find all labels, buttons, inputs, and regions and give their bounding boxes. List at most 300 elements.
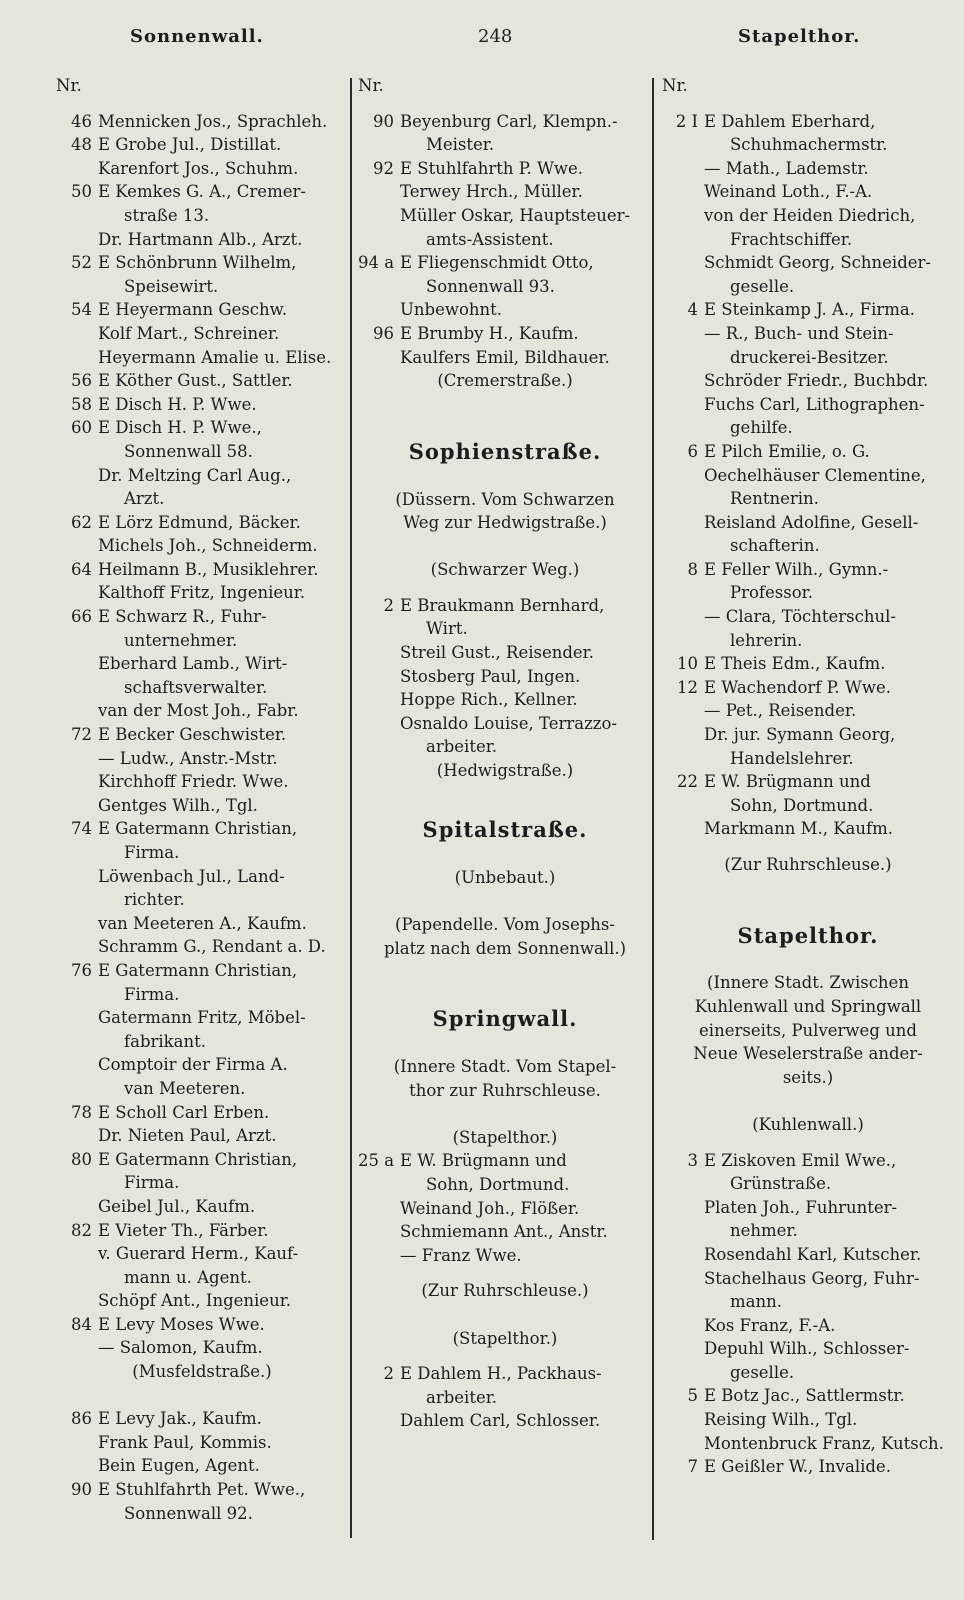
directory-entry bbox=[56, 298, 348, 322]
house-number: 6 bbox=[687, 441, 698, 461]
entry-text: E Lörz Edmund, Bäcker. bbox=[98, 512, 301, 532]
house-number: 86 bbox=[71, 1409, 92, 1429]
house-number: 56 bbox=[71, 371, 92, 391]
entry-text: Grünstraße. bbox=[730, 1174, 832, 1194]
directory-entry bbox=[358, 1173, 652, 1197]
section-note: (Innere Stadt. Zwischen bbox=[707, 973, 909, 993]
directory-entry bbox=[56, 534, 348, 558]
directory-entry bbox=[56, 1101, 348, 1125]
entry-text: Schröder Friedr., Buchbdr. bbox=[704, 371, 929, 391]
directory-entry bbox=[56, 110, 348, 134]
house-number: 3 bbox=[687, 1150, 698, 1170]
column-divider bbox=[652, 78, 654, 1540]
directory-entry bbox=[56, 983, 348, 1007]
house-number: 90 bbox=[373, 111, 394, 131]
entry-text: Löwenbach Jul., Land- bbox=[98, 866, 285, 886]
entry-text: E Pilch Emilie, o. G. bbox=[704, 441, 870, 461]
entry-text: E Stuhlfahrth Pet. Wwe., bbox=[98, 1480, 306, 1500]
directory-entry bbox=[662, 1267, 954, 1291]
directory-entry bbox=[56, 1006, 348, 1030]
directory-entry bbox=[662, 416, 954, 440]
entry-text: von der Heiden Diedrich, bbox=[704, 205, 916, 225]
entry-text: E Braukmann Bernhard, bbox=[400, 595, 605, 615]
entry-text: Reising Wilh., Tgl. bbox=[704, 1410, 858, 1430]
directory-entry bbox=[56, 1289, 348, 1313]
directory-entry bbox=[56, 251, 348, 275]
entry-text: schaftsverwalter. bbox=[124, 677, 268, 697]
directory-entry bbox=[662, 487, 954, 511]
section-note: (Stapelthor.) bbox=[452, 1328, 558, 1348]
entry-text: E Theis Edm., Kaufm. bbox=[704, 654, 886, 674]
directory-entry bbox=[358, 735, 652, 759]
entry-text: Sonnenwall 93. bbox=[426, 276, 555, 296]
directory-entry bbox=[56, 180, 348, 204]
house-number: 92 bbox=[373, 158, 394, 178]
directory-entry bbox=[358, 228, 652, 252]
entry-text: Montenbruck Franz, Kutsch. bbox=[704, 1433, 944, 1453]
nr-label: Nr. bbox=[56, 76, 82, 95]
house-number: 76 bbox=[71, 960, 92, 980]
house-number: 5 bbox=[687, 1386, 698, 1406]
entry-text: — Franz Wwe. bbox=[400, 1245, 522, 1265]
entry-text: E Wachendorf P. Wwe. bbox=[704, 677, 891, 697]
directory-entry bbox=[662, 1337, 954, 1361]
entry-text: nehmer. bbox=[730, 1221, 798, 1241]
directory-entry bbox=[662, 393, 954, 417]
street-heading: Spitalstraße. bbox=[422, 817, 588, 843]
page-header bbox=[0, 26, 964, 56]
directory-entry bbox=[56, 794, 348, 818]
entry-text: fabrikant. bbox=[124, 1031, 207, 1051]
directory-entry bbox=[56, 1195, 348, 1219]
entry-text: Sonnenwall 58. bbox=[124, 441, 253, 461]
entry-text: geselle. bbox=[730, 1362, 795, 1382]
house-number: 46 bbox=[71, 111, 92, 131]
directory-entry bbox=[56, 464, 348, 488]
directory-entry bbox=[56, 1242, 348, 1266]
directory-entry bbox=[662, 511, 954, 535]
directory-entry bbox=[358, 133, 652, 157]
section-note: (Hedwigstraße.) bbox=[436, 761, 574, 781]
entry-text: E Becker Geschwister. bbox=[98, 725, 287, 745]
entry-text: Streil Gust., Reisender. bbox=[400, 643, 594, 663]
entry-text: E Steinkamp J. A., Firma. bbox=[704, 300, 915, 320]
entry-text: Müller Oskar, Hauptsteuer- bbox=[400, 205, 631, 225]
house-number: 96 bbox=[373, 323, 394, 343]
entry-text: Stachelhaus Georg, Fuhr- bbox=[704, 1268, 920, 1288]
entry-text: geselle. bbox=[730, 276, 795, 296]
entry-text: Osnaldo Louise, Terrazzo- bbox=[400, 713, 617, 733]
directory-entry bbox=[56, 747, 348, 771]
section-note: (Schwarzer Weg.) bbox=[430, 560, 580, 580]
directory-entry bbox=[662, 275, 954, 299]
entry-text: druckerei-Besitzer. bbox=[730, 347, 889, 367]
entry-text: E Köther Gust., Sattler. bbox=[98, 371, 293, 391]
entry-text: Schmidt Georg, Schneider- bbox=[704, 253, 931, 273]
house-number: 82 bbox=[71, 1220, 92, 1240]
directory-entry bbox=[358, 1362, 652, 1386]
directory-entry bbox=[662, 747, 954, 771]
directory-entry bbox=[662, 133, 954, 157]
directory-entry bbox=[56, 393, 348, 417]
directory-entry bbox=[662, 817, 954, 841]
entry-text: Oechelhäuser Clementine, bbox=[704, 465, 926, 485]
entry-text: E Gatermann Christian, bbox=[98, 960, 298, 980]
section-note: (Innere Stadt. Vom Stapel- bbox=[393, 1056, 617, 1076]
entry-text: Unbewohnt. bbox=[400, 300, 503, 320]
directory-entry bbox=[662, 723, 954, 747]
directory-entry bbox=[358, 180, 652, 204]
entry-text: — Math., Lademstr. bbox=[704, 158, 869, 178]
entry-text: gehilfe. bbox=[730, 418, 793, 438]
directory-entry bbox=[56, 629, 348, 653]
entry-text: Arzt. bbox=[124, 489, 165, 509]
entry-text: E Schönbrunn Wilhelm, bbox=[98, 253, 297, 273]
directory-entry bbox=[56, 935, 348, 959]
house-number: 48 bbox=[71, 135, 92, 155]
directory-entry bbox=[358, 110, 652, 134]
directory-entry bbox=[662, 204, 954, 228]
directory-entry bbox=[56, 511, 348, 535]
directory-entry bbox=[358, 712, 652, 736]
entry-text: Professor. bbox=[730, 583, 813, 603]
directory-entry bbox=[56, 346, 348, 370]
directory-entry bbox=[56, 1502, 348, 1526]
entry-text: E Fliegenschmidt Otto, bbox=[400, 253, 594, 273]
house-number: 58 bbox=[71, 394, 92, 414]
entry-text: lehrerin. bbox=[730, 630, 803, 650]
house-number: 66 bbox=[71, 607, 92, 627]
house-number: 52 bbox=[71, 253, 92, 273]
entry-text: E W. Brügmann und bbox=[400, 1151, 567, 1171]
entry-text: Bein Eugen, Agent. bbox=[98, 1456, 260, 1476]
entry-text: Geibel Jul., Kaufm. bbox=[98, 1196, 256, 1216]
directory-entry bbox=[56, 912, 348, 936]
entry-text: Kalthoff Fritz, Ingenieur. bbox=[98, 583, 306, 603]
column-3 bbox=[662, 74, 954, 1479]
directory-entry bbox=[56, 652, 348, 676]
directory-entry bbox=[56, 888, 348, 912]
house-number: 4 bbox=[687, 300, 698, 320]
house-number: 72 bbox=[71, 725, 92, 745]
section-note: (Stapelthor.) bbox=[452, 1127, 558, 1147]
directory-entry bbox=[662, 676, 954, 700]
directory-entry bbox=[56, 1053, 348, 1077]
entry-text: Kirchhoff Friedr. Wwe. bbox=[98, 772, 289, 792]
entry-text: Schmiemann Ant., Anstr. bbox=[400, 1222, 608, 1242]
section-note: Kuhlenwall und Springwall bbox=[694, 996, 922, 1016]
entry-text: Michels Joh., Schneiderm. bbox=[98, 536, 318, 556]
section-note: Weg zur Hedwigstraße.) bbox=[403, 513, 607, 533]
house-number: 50 bbox=[71, 182, 92, 202]
directory-entry bbox=[662, 605, 954, 629]
entry-text: Platen Joh., Fuhrunter- bbox=[704, 1197, 898, 1217]
directory-entry bbox=[358, 594, 652, 618]
entry-text: Gatermann Fritz, Möbel- bbox=[98, 1008, 306, 1028]
directory-entry bbox=[358, 641, 652, 665]
nr-label: Nr. bbox=[358, 76, 384, 95]
house-number: 12 bbox=[677, 677, 698, 697]
entry-text: van der Most Joh., Fabr. bbox=[98, 701, 299, 721]
house-number: 64 bbox=[71, 559, 92, 579]
directory-entry bbox=[358, 346, 652, 370]
entry-text: E Dahlem Eberhard, bbox=[704, 111, 876, 131]
entry-text: E Heyermann Geschw. bbox=[98, 300, 288, 320]
street-heading: Springwall. bbox=[432, 1006, 578, 1032]
entry-text: Depuhl Wilh., Schlosser- bbox=[704, 1339, 910, 1359]
section-note: (Zur Ruhrschleuse.) bbox=[421, 1281, 589, 1301]
directory-entry bbox=[662, 1432, 954, 1456]
directory-entry bbox=[56, 440, 348, 464]
entry-text: Dr. Hartmann Alb., Arzt. bbox=[98, 229, 303, 249]
directory-entry bbox=[358, 275, 652, 299]
entry-text: Sonnenwall 92. bbox=[124, 1503, 253, 1523]
directory-entry bbox=[56, 157, 348, 181]
directory-entry bbox=[358, 1149, 652, 1173]
directory-entry bbox=[358, 1244, 652, 1268]
entry-text: Dahlem Carl, Schlosser. bbox=[400, 1411, 601, 1431]
entry-text: Kos Franz, F.-A. bbox=[704, 1315, 836, 1335]
directory-entry bbox=[662, 1219, 954, 1243]
entry-text: Fuchs Carl, Lithographen- bbox=[704, 394, 925, 414]
directory-entry bbox=[662, 629, 954, 653]
entry-text: E Schwarz R., Fuhr- bbox=[98, 607, 267, 627]
entry-text: E Stuhlfahrth P. Wwe. bbox=[400, 158, 584, 178]
directory-entry bbox=[358, 298, 652, 322]
entry-text: Mennicken Jos., Sprachleh. bbox=[98, 111, 328, 131]
directory-entry bbox=[662, 1314, 954, 1338]
directory-entry bbox=[662, 1455, 954, 1479]
directory-entry bbox=[56, 723, 348, 747]
entry-text: Reisland Adolfine, Gesell- bbox=[704, 512, 919, 532]
entry-text: Kolf Mart., Schreiner. bbox=[98, 323, 280, 343]
directory-entry bbox=[56, 1219, 348, 1243]
column-divider bbox=[350, 78, 352, 1538]
entry-text: E Disch H. P. Wwe., bbox=[98, 418, 262, 438]
entry-text: E Grobe Jul., Distillat. bbox=[98, 135, 282, 155]
directory-entry bbox=[56, 676, 348, 700]
directory-entry bbox=[56, 1266, 348, 1290]
directory-entry bbox=[56, 558, 348, 582]
entry-text: van Meeteren A., Kaufm. bbox=[98, 913, 307, 933]
header-left-street: Sonnenwall. bbox=[130, 26, 264, 47]
entry-text: E Disch H. P. Wwe. bbox=[98, 394, 257, 414]
directory-entry bbox=[662, 1149, 954, 1173]
directory-entry bbox=[56, 1030, 348, 1054]
house-number: 7 bbox=[687, 1457, 698, 1477]
column-1 bbox=[56, 74, 348, 1525]
directory-entry bbox=[56, 228, 348, 252]
directory-entry bbox=[56, 204, 348, 228]
directory-entry bbox=[662, 346, 954, 370]
entry-text: E Ziskoven Emil Wwe., bbox=[704, 1150, 897, 1170]
directory-entry bbox=[662, 558, 954, 582]
entry-text: Heilmann B., Musiklehrer. bbox=[98, 559, 319, 579]
directory-entry bbox=[662, 228, 954, 252]
directory-entry bbox=[358, 688, 652, 712]
directory-entry bbox=[662, 1172, 954, 1196]
house-number: 25 a bbox=[358, 1151, 395, 1171]
header-right-street: Stapelthor. bbox=[738, 26, 861, 47]
entry-text: schafterin. bbox=[730, 536, 820, 556]
directory-entry bbox=[56, 1478, 348, 1502]
house-number: 84 bbox=[71, 1314, 92, 1334]
entry-text: Firma. bbox=[124, 1173, 180, 1193]
entry-text: Beyenburg Carl, Klempn.- bbox=[400, 111, 618, 131]
directory-entry bbox=[662, 770, 954, 794]
directory-entry bbox=[56, 1148, 348, 1172]
entry-text: arbeiter. bbox=[426, 1387, 498, 1407]
entry-text: Eberhard Lamb., Wirt- bbox=[98, 654, 288, 674]
directory-entry bbox=[662, 369, 954, 393]
entry-text: unternehmer. bbox=[124, 630, 238, 650]
entry-text: Firma. bbox=[124, 843, 180, 862]
house-number: 74 bbox=[71, 819, 92, 839]
house-number: 2 I bbox=[675, 111, 698, 131]
directory-entry bbox=[56, 841, 348, 865]
entry-text: E Gatermann Christian, bbox=[98, 819, 298, 839]
directory-entry bbox=[662, 652, 954, 676]
section-note: (Papendelle. Vom Josephs- bbox=[395, 915, 615, 934]
page-number: 248 bbox=[478, 26, 513, 47]
entry-text: arbeiter. bbox=[426, 737, 498, 757]
column-2 bbox=[358, 74, 652, 1433]
directory-entry bbox=[56, 605, 348, 629]
entry-text: straße 13. bbox=[124, 205, 210, 225]
directory-entry bbox=[662, 110, 954, 134]
entry-text: Meister. bbox=[426, 135, 495, 155]
house-number: 62 bbox=[71, 512, 92, 532]
directory-entry bbox=[56, 369, 348, 393]
directory-entry bbox=[662, 581, 954, 605]
entry-text: Speisewirt. bbox=[124, 276, 219, 296]
entry-text: Dr. jur. Symann Georg, bbox=[704, 725, 896, 745]
directory-entry bbox=[56, 1431, 348, 1455]
directory-entry bbox=[662, 1408, 954, 1432]
directory-entry bbox=[358, 1386, 652, 1410]
directory-entry bbox=[662, 322, 954, 346]
entry-text: Kaulfers Emil, Bildhauer. bbox=[400, 347, 610, 367]
entry-text: Sohn, Dortmund. bbox=[730, 795, 874, 815]
house-number: 2 bbox=[383, 595, 394, 615]
entry-text: Sohn, Dortmund. bbox=[426, 1174, 570, 1194]
entry-text: Rentnerin. bbox=[730, 489, 819, 509]
entry-text: — R., Buch- und Stein- bbox=[704, 323, 894, 343]
entry-text: Terwey Hrch., Müller. bbox=[400, 182, 583, 202]
entry-text: amts-Assistent. bbox=[426, 229, 554, 249]
street-heading: Sophienstraße. bbox=[408, 438, 602, 464]
house-number: 8 bbox=[687, 559, 698, 579]
directory-entry bbox=[662, 1196, 954, 1220]
nr-label: Nr. bbox=[662, 76, 688, 95]
directory-entry bbox=[358, 617, 652, 641]
section-note: (Kuhlenwall.) bbox=[752, 1114, 864, 1134]
section-note: Neue Weselerstraße ander- bbox=[693, 1044, 923, 1064]
entry-text: E Vieter Th., Färber. bbox=[98, 1220, 269, 1240]
directory-entry bbox=[662, 440, 954, 464]
entry-text: Wirt. bbox=[426, 619, 468, 639]
house-number: 80 bbox=[71, 1149, 92, 1169]
directory-entry bbox=[56, 817, 348, 841]
directory-entry bbox=[56, 1077, 348, 1101]
entry-text: E Botz Jac., Sattlermstr. bbox=[704, 1386, 905, 1406]
entry-text: mann u. Agent. bbox=[124, 1267, 252, 1287]
directory-entry bbox=[662, 251, 954, 275]
entry-text: E Feller Wilh., Gymn.- bbox=[704, 559, 889, 579]
entry-text: Weinand Loth., F.-A. bbox=[704, 182, 873, 202]
directory-entry bbox=[662, 298, 954, 322]
entry-text: Rosendahl Karl, Kutscher. bbox=[704, 1244, 922, 1264]
directory-entry bbox=[662, 180, 954, 204]
directory-entry bbox=[56, 133, 348, 157]
street-heading: Stapelthor. bbox=[737, 922, 879, 948]
directory-entry bbox=[56, 1313, 348, 1337]
entry-text: Weinand Joh., Flößer. bbox=[400, 1198, 580, 1218]
directory-entry bbox=[56, 1454, 348, 1478]
section-note: (Cremerstraße.) bbox=[437, 371, 573, 391]
entry-text: E Dahlem H., Packhaus- bbox=[400, 1364, 602, 1384]
directory-entry bbox=[56, 770, 348, 794]
house-number: 10 bbox=[677, 654, 698, 674]
entry-text: Firma. bbox=[124, 984, 180, 1004]
directory-entry bbox=[56, 581, 348, 605]
entry-text: Schuhmachermstr. bbox=[730, 135, 888, 155]
directory-entry bbox=[662, 464, 954, 488]
directory-entry bbox=[358, 1409, 652, 1433]
directory-entry bbox=[662, 1243, 954, 1267]
entry-text: Schramm G., Rendant a. D. bbox=[98, 937, 326, 957]
entry-text: E W. Brügmann und bbox=[704, 772, 871, 792]
entry-text: v. Guerard Herm., Kauf- bbox=[98, 1244, 299, 1264]
directory-entry bbox=[56, 1336, 348, 1360]
house-number: 78 bbox=[71, 1102, 92, 1122]
house-number: 60 bbox=[71, 418, 92, 438]
directory-entry bbox=[662, 534, 954, 558]
house-number: 22 bbox=[677, 772, 698, 792]
section-note: (Düssern. Vom Schwarzen bbox=[395, 489, 615, 509]
house-number: 54 bbox=[71, 300, 92, 320]
entry-text: Gentges Wilh., Tgl. bbox=[98, 795, 258, 815]
section-note: einerseits, Pulverweg und bbox=[699, 1020, 917, 1040]
entry-text: Handelslehrer. bbox=[730, 748, 854, 768]
entry-text: — Clara, Töchterschul- bbox=[704, 607, 896, 627]
entry-text: Karenfort Jos., Schuhm. bbox=[98, 158, 299, 178]
entry-text: Schöpf Ant., Ingenieur. bbox=[98, 1291, 292, 1311]
directory-entry bbox=[662, 794, 954, 818]
entry-text: E Levy Moses Wwe. bbox=[98, 1314, 265, 1334]
entry-text: Comptoir der Firma A. bbox=[98, 1055, 288, 1075]
directory-entry bbox=[56, 416, 348, 440]
house-number: 2 bbox=[383, 1364, 394, 1384]
entry-text: Hoppe Rich., Kellner. bbox=[400, 690, 578, 710]
entry-text: mann. bbox=[730, 1292, 782, 1312]
entry-text: E Scholl Carl Erben. bbox=[98, 1102, 270, 1122]
directory-entry bbox=[662, 157, 954, 181]
section-note: (Unbebaut.) bbox=[454, 867, 556, 887]
directory-entry bbox=[56, 322, 348, 346]
directory-entry bbox=[358, 322, 652, 346]
directory-entry bbox=[56, 1407, 348, 1431]
directory-entry bbox=[358, 204, 652, 228]
directory-entry bbox=[56, 1124, 348, 1148]
house-number: 94 a bbox=[358, 253, 395, 273]
entry-text: Frachtschiffer. bbox=[730, 229, 853, 249]
entry-text: Markmann M., Kaufm. bbox=[704, 819, 894, 839]
entry-text: E Brumby H., Kaufm. bbox=[400, 323, 579, 343]
entry-text: richter. bbox=[124, 890, 185, 910]
entry-text: E Gatermann Christian, bbox=[98, 1149, 298, 1169]
entry-text: E Geißler W., Invalide. bbox=[704, 1457, 891, 1477]
